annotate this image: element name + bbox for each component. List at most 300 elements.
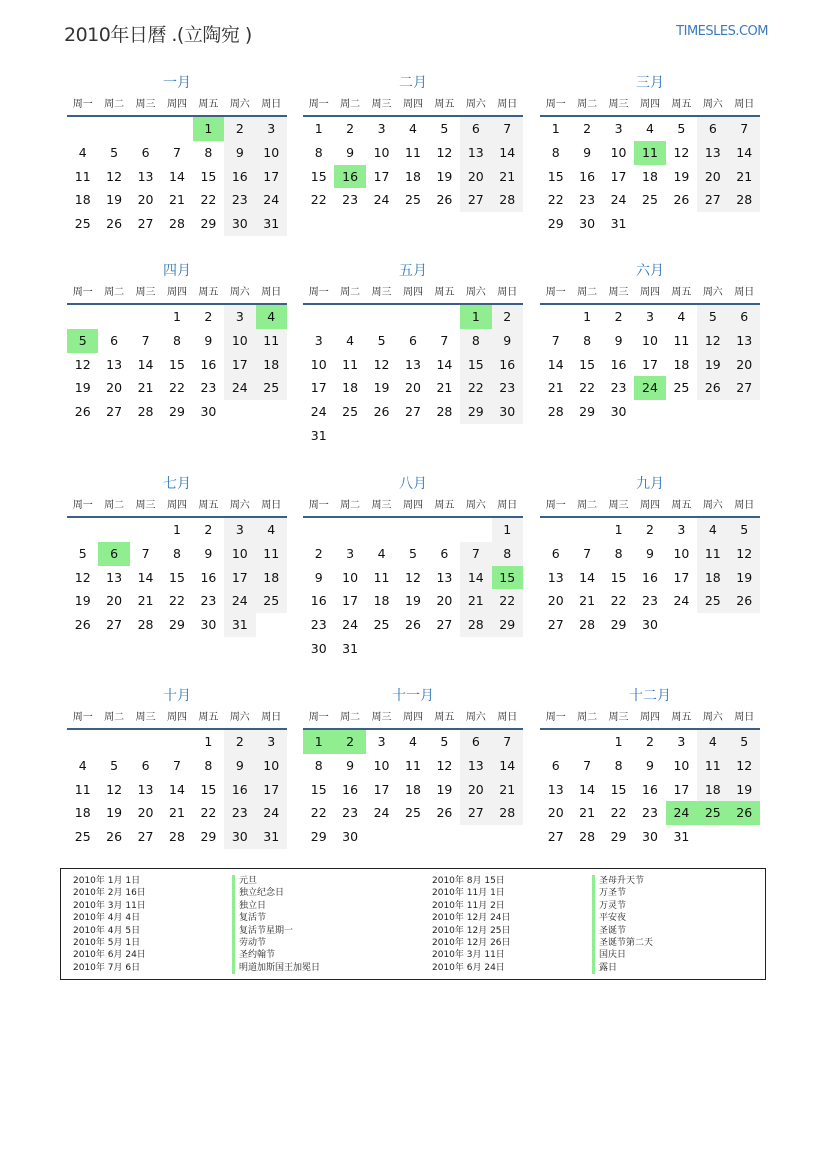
holiday-name: 独立日 <box>232 900 320 912</box>
month-block <box>540 471 760 637</box>
day-cell: 15 <box>547 168 564 184</box>
day-cell: 1 <box>314 121 323 136</box>
weekday-label: 周二 <box>577 712 598 723</box>
day-cell: 5 <box>729 518 760 542</box>
day-cell: 9 <box>346 757 355 773</box>
day-cell: 5 <box>78 545 87 561</box>
day-cell: 3 <box>346 545 355 561</box>
day-cell: 25 <box>405 805 421 821</box>
day-cell: 9 <box>224 754 255 778</box>
month-title: 十月 <box>163 688 191 704</box>
empty-day-cell <box>130 518 161 542</box>
day-cell: 2 <box>614 309 623 324</box>
day-cell: 19 <box>74 593 91 609</box>
weekday-header <box>67 709 287 730</box>
day-cell: 28 <box>137 617 154 633</box>
day-cell: 9 <box>204 332 213 348</box>
day-cell: 31 <box>310 427 327 443</box>
day-cell: 20 <box>460 778 491 802</box>
day-cell: 14 <box>137 569 154 585</box>
day-cell: 16 <box>642 569 658 585</box>
holiday-name: 万圣节 <box>592 887 653 899</box>
empty-day-cell <box>98 518 129 542</box>
day-cell: 21 <box>729 165 760 189</box>
day-cell: 18 <box>256 353 287 377</box>
day-cell: 8 <box>173 545 181 561</box>
empty-day-cell <box>67 730 98 754</box>
day-cell: 12 <box>436 757 453 773</box>
day-cell: 26 <box>729 589 760 613</box>
holiday-date: 2010年 6月 24日 <box>432 962 505 973</box>
day-cell: 12 <box>74 356 91 372</box>
empty-day-cell <box>429 305 460 329</box>
day-cell: 27 <box>460 188 491 212</box>
day-cell: 25 <box>256 376 287 400</box>
day-cell: 7 <box>440 332 449 348</box>
day-cell: 5 <box>110 144 119 160</box>
weekday-label: 周二 <box>104 287 125 298</box>
weekday-header <box>540 709 760 730</box>
day-cell: 21 <box>579 805 596 821</box>
day-cell: 30 <box>610 404 627 420</box>
day-cell: 3 <box>677 734 686 749</box>
day-cell: 16 <box>579 168 596 184</box>
day-cell: 12 <box>729 542 760 566</box>
day-cell: 2 <box>204 522 213 537</box>
weekday-label: 周三 <box>371 287 392 298</box>
holiday-name: 独立纪念日 <box>232 887 320 899</box>
day-cell: 14 <box>169 168 185 184</box>
day-cell: 19 <box>729 778 760 802</box>
weekday-label: 周五 <box>198 500 219 511</box>
month-title: 五月 <box>399 263 427 279</box>
day-cell: 5 <box>440 734 449 749</box>
day-cell: 3 <box>256 117 287 141</box>
day-cell: 20 <box>106 593 123 609</box>
day-cell: 15 <box>579 356 596 372</box>
day-cell: 21 <box>169 805 185 821</box>
weekday-label: 周二 <box>577 500 598 511</box>
day-cell: 28 <box>137 404 154 420</box>
day-cell: 10 <box>256 754 287 778</box>
day-cell: 8 <box>551 144 560 160</box>
empty-day-cell <box>540 305 571 329</box>
day-cell: 25 <box>673 380 690 396</box>
day-cell: 20 <box>547 805 564 821</box>
holiday-day-cell: 1 <box>460 305 491 329</box>
empty-day-cell <box>130 305 161 329</box>
day-cell: 27 <box>547 617 564 633</box>
day-cell: 2 <box>346 121 355 136</box>
weekday-label: 周六 <box>229 500 250 511</box>
day-cell: 17 <box>373 168 390 184</box>
day-grid <box>67 305 287 424</box>
day-grid <box>540 518 760 637</box>
weekday-label: 周五 <box>434 287 455 298</box>
day-cell: 16 <box>642 781 658 797</box>
holiday-day-cell: 11 <box>634 141 665 165</box>
day-cell: 27 <box>106 617 123 633</box>
weekday-label: 周四 <box>639 500 660 511</box>
weekday-label: 周一 <box>545 99 566 110</box>
day-cell: 16 <box>200 356 217 372</box>
day-cell: 9 <box>204 545 213 561</box>
empty-day-cell <box>334 305 365 329</box>
day-cell: 26 <box>436 192 453 208</box>
empty-day-cell <box>98 117 129 141</box>
weekday-label: 周六 <box>702 500 723 511</box>
day-cell: 12 <box>697 329 728 353</box>
month-title: 六月 <box>636 263 664 279</box>
day-cell: 22 <box>200 192 217 208</box>
day-cell: 7 <box>492 730 523 754</box>
day-cell: 11 <box>405 757 421 773</box>
day-cell: 21 <box>492 165 523 189</box>
day-cell: 31 <box>224 613 255 637</box>
day-cell: 25 <box>405 192 421 208</box>
day-cell: 3 <box>256 730 287 754</box>
month-title: 二月 <box>399 75 427 91</box>
day-cell: 28 <box>729 188 760 212</box>
empty-day-cell <box>161 730 192 754</box>
empty-day-cell <box>98 730 129 754</box>
empty-day-cell <box>366 305 397 329</box>
month-block <box>303 70 523 212</box>
day-cell: 24 <box>310 404 327 420</box>
day-cell: 30 <box>310 640 327 656</box>
weekday-label: 周三 <box>135 500 156 511</box>
day-cell: 22 <box>169 380 185 396</box>
day-cell: 11 <box>342 356 359 372</box>
day-cell: 22 <box>492 589 523 613</box>
day-cell: 19 <box>729 566 760 590</box>
day-cell: 26 <box>405 617 421 633</box>
day-cell: 30 <box>224 212 255 236</box>
day-cell: 11 <box>74 168 91 184</box>
day-cell: 26 <box>697 376 728 400</box>
day-cell: 28 <box>547 404 564 420</box>
day-cell: 14 <box>436 356 453 372</box>
day-cell: 2 <box>492 305 523 329</box>
day-cell: 21 <box>169 192 185 208</box>
day-cell: 22 <box>610 805 627 821</box>
weekday-label: 周一 <box>72 500 93 511</box>
month-title: 八月 <box>399 476 427 492</box>
weekday-label: 周一 <box>308 287 329 298</box>
day-cell: 9 <box>346 144 355 160</box>
day-cell: 10 <box>373 144 390 160</box>
day-cell: 8 <box>314 144 323 160</box>
weekday-label: 周五 <box>434 500 455 511</box>
day-cell: 27 <box>405 404 421 420</box>
day-cell: 8 <box>460 329 491 353</box>
holiday-day-cell: 1 <box>303 730 334 754</box>
weekday-label: 周六 <box>229 99 250 110</box>
weekday-header <box>540 96 760 117</box>
day-cell: 29 <box>579 404 596 420</box>
weekday-label: 周一 <box>545 712 566 723</box>
day-cell: 1 <box>583 309 592 324</box>
day-grid <box>303 518 523 661</box>
holiday-day-cell: 24 <box>666 801 697 825</box>
empty-day-cell <box>67 117 98 141</box>
day-cell: 3 <box>314 332 323 348</box>
weekday-label: 周日 <box>734 500 755 511</box>
weekday-label: 周四 <box>639 99 660 110</box>
weekday-label: 周一 <box>308 99 329 110</box>
weekday-label: 周六 <box>702 712 723 723</box>
day-cell: 4 <box>697 518 728 542</box>
day-cell: 28 <box>492 188 523 212</box>
day-grid <box>540 305 760 424</box>
holiday-day-cell: 26 <box>729 801 760 825</box>
day-cell: 13 <box>729 329 760 353</box>
weekday-label: 周四 <box>166 99 187 110</box>
day-cell: 3 <box>377 734 386 749</box>
day-cell: 15 <box>460 353 491 377</box>
day-cell: 23 <box>642 593 658 609</box>
day-cell: 28 <box>579 829 596 845</box>
holiday-date: 2010年 7月 6日 <box>73 962 141 973</box>
day-cell: 18 <box>74 805 91 821</box>
day-cell: 13 <box>137 168 154 184</box>
day-cell: 15 <box>610 781 627 797</box>
day-cell: 22 <box>579 380 596 396</box>
day-cell: 14 <box>547 356 564 372</box>
day-cell: 12 <box>106 168 123 184</box>
weekday-label: 周三 <box>371 500 392 511</box>
day-cell: 11 <box>697 542 728 566</box>
holiday-day-cell: 24 <box>634 376 665 400</box>
day-cell: 18 <box>673 356 690 372</box>
empty-day-cell <box>366 518 397 542</box>
day-cell: 14 <box>137 356 154 372</box>
day-cell: 18 <box>642 168 658 184</box>
weekday-label: 周日 <box>734 99 755 110</box>
day-cell: 24 <box>256 188 287 212</box>
weekday-label: 周三 <box>135 287 156 298</box>
day-cell: 16 <box>224 778 255 802</box>
holiday-name: 万灵节 <box>592 900 653 912</box>
day-cell: 9 <box>492 329 523 353</box>
day-cell: 13 <box>460 754 491 778</box>
month-block <box>303 258 523 448</box>
day-cell: 31 <box>256 825 287 849</box>
empty-day-cell <box>161 117 192 141</box>
weekday-label: 周五 <box>671 287 692 298</box>
month-block <box>540 70 760 236</box>
day-cell: 26 <box>673 192 690 208</box>
day-cell: 30 <box>642 829 658 845</box>
holiday-name: 圣诞节 <box>592 925 653 937</box>
month-block <box>67 70 287 236</box>
day-cell: 5 <box>409 545 417 561</box>
day-cell: 15 <box>169 356 185 372</box>
weekday-header <box>67 96 287 117</box>
day-cell: 26 <box>106 829 123 845</box>
day-cell: 10 <box>373 757 390 773</box>
holiday-date: 2010年 4月 5日 <box>73 925 141 936</box>
day-cell: 16 <box>224 165 255 189</box>
day-cell: 11 <box>697 754 728 778</box>
empty-day-cell <box>429 518 460 542</box>
day-cell: 19 <box>673 168 690 184</box>
day-cell: 27 <box>436 617 453 633</box>
day-cell: 29 <box>169 404 185 420</box>
day-cell: 17 <box>673 569 690 585</box>
holiday-dates-col-1 <box>73 875 146 974</box>
weekday-label: 周三 <box>371 712 392 723</box>
holiday-names-col-1 <box>232 875 320 974</box>
day-cell: 19 <box>405 593 421 609</box>
day-cell: 19 <box>373 380 390 396</box>
day-grid <box>540 117 760 236</box>
day-cell: 6 <box>729 305 760 329</box>
day-cell: 2 <box>314 545 323 561</box>
weekday-label: 周二 <box>340 99 361 110</box>
weekday-label: 周六 <box>229 287 250 298</box>
day-cell: 9 <box>583 144 592 160</box>
weekday-label: 周日 <box>261 287 282 298</box>
weekday-header <box>540 284 760 305</box>
day-cell: 7 <box>460 542 491 566</box>
day-grid <box>67 730 287 849</box>
holiday-day-cell: 4 <box>256 305 287 329</box>
day-cell: 9 <box>646 545 654 561</box>
day-cell: 13 <box>547 569 564 585</box>
day-cell: 14 <box>579 569 596 585</box>
day-cell: 15 <box>200 781 217 797</box>
day-cell: 28 <box>579 617 596 633</box>
day-grid <box>540 730 760 849</box>
day-cell: 24 <box>373 192 390 208</box>
day-cell: 8 <box>314 757 323 773</box>
day-cell: 29 <box>200 829 217 845</box>
day-cell: 10 <box>256 141 287 165</box>
holiday-name: 平安夜 <box>592 912 653 924</box>
day-cell: 30 <box>579 216 596 232</box>
day-cell: 21 <box>436 380 453 396</box>
day-cell: 8 <box>492 542 523 566</box>
day-cell: 1 <box>173 309 181 324</box>
day-cell: 20 <box>106 380 123 396</box>
day-cell: 30 <box>342 829 359 845</box>
day-cell: 12 <box>405 569 421 585</box>
day-cell: 27 <box>106 404 123 420</box>
holiday-day-cell: 2 <box>334 730 365 754</box>
day-cell: 7 <box>141 545 150 561</box>
day-cell: 31 <box>256 212 287 236</box>
weekday-label: 周二 <box>104 99 125 110</box>
day-cell: 20 <box>460 165 491 189</box>
day-cell: 18 <box>74 192 91 208</box>
month-title: 三月 <box>636 75 664 91</box>
day-cell: 10 <box>224 542 255 566</box>
weekday-header <box>303 284 523 305</box>
day-cell: 10 <box>673 757 690 773</box>
holiday-date: 2010年 12月 26日 <box>432 937 511 948</box>
day-cell: 2 <box>583 121 592 136</box>
day-cell: 26 <box>74 404 91 420</box>
day-cell: 28 <box>492 801 523 825</box>
day-cell: 26 <box>436 805 453 821</box>
day-cell: 27 <box>137 216 154 232</box>
weekday-label: 周六 <box>465 712 486 723</box>
day-cell: 28 <box>460 613 491 637</box>
holiday-date: 2010年 12月 25日 <box>432 925 511 936</box>
day-cell: 8 <box>204 144 213 160</box>
day-cell: 21 <box>492 778 523 802</box>
holiday-date: 2010年 3月 11日 <box>73 900 146 911</box>
weekday-label: 周三 <box>371 99 392 110</box>
day-cell: 13 <box>697 141 728 165</box>
weekday-label: 周四 <box>639 287 660 298</box>
day-cell: 17 <box>373 781 390 797</box>
day-cell: 1 <box>173 522 181 537</box>
holiday-dates-col-2 <box>432 875 511 974</box>
day-cell: 13 <box>137 781 154 797</box>
day-cell: 5 <box>110 757 119 773</box>
day-cell: 16 <box>492 353 523 377</box>
day-cell: 31 <box>342 640 359 656</box>
day-cell: 23 <box>342 192 359 208</box>
weekday-header <box>303 709 523 730</box>
weekday-label: 周一 <box>545 287 566 298</box>
holiday-day-cell: 6 <box>98 542 129 566</box>
brand-link[interactable]: TIMESLES.COM <box>676 24 768 39</box>
day-cell: 14 <box>579 781 596 797</box>
empty-day-cell <box>460 518 491 542</box>
day-grid <box>303 305 523 448</box>
empty-day-cell <box>67 305 98 329</box>
day-cell: 8 <box>614 757 623 773</box>
day-cell: 29 <box>547 216 564 232</box>
weekday-label: 周一 <box>308 712 329 723</box>
empty-day-cell <box>571 730 602 754</box>
day-cell: 29 <box>492 613 523 637</box>
holiday-name: 复活节星期一 <box>232 925 320 937</box>
day-cell: 30 <box>492 400 523 424</box>
day-cell: 10 <box>342 569 359 585</box>
day-cell: 12 <box>74 569 91 585</box>
day-cell: 26 <box>373 404 390 420</box>
day-cell: 13 <box>460 141 491 165</box>
month-block <box>67 471 287 637</box>
day-cell: 11 <box>673 332 690 348</box>
day-cell: 14 <box>169 781 185 797</box>
day-cell: 2 <box>646 522 654 537</box>
holiday-date: 2010年 11月 2日 <box>432 900 505 911</box>
day-cell: 20 <box>729 353 760 377</box>
day-cell: 3 <box>646 309 654 324</box>
holiday-name: 元旦 <box>232 875 320 887</box>
day-cell: 11 <box>74 781 91 797</box>
day-cell: 25 <box>373 617 390 633</box>
weekday-label: 周日 <box>497 99 518 110</box>
weekday-label: 周六 <box>702 287 723 298</box>
day-cell: 12 <box>106 781 123 797</box>
day-cell: 9 <box>314 569 323 585</box>
weekday-label: 周五 <box>198 99 219 110</box>
day-cell: 12 <box>673 144 690 160</box>
day-cell: 28 <box>169 829 185 845</box>
empty-day-cell <box>540 730 571 754</box>
day-cell: 7 <box>729 117 760 141</box>
day-cell: 24 <box>610 192 627 208</box>
holiday-name: 国庆日 <box>592 949 653 961</box>
day-cell: 18 <box>342 380 359 396</box>
day-cell: 10 <box>310 356 327 372</box>
